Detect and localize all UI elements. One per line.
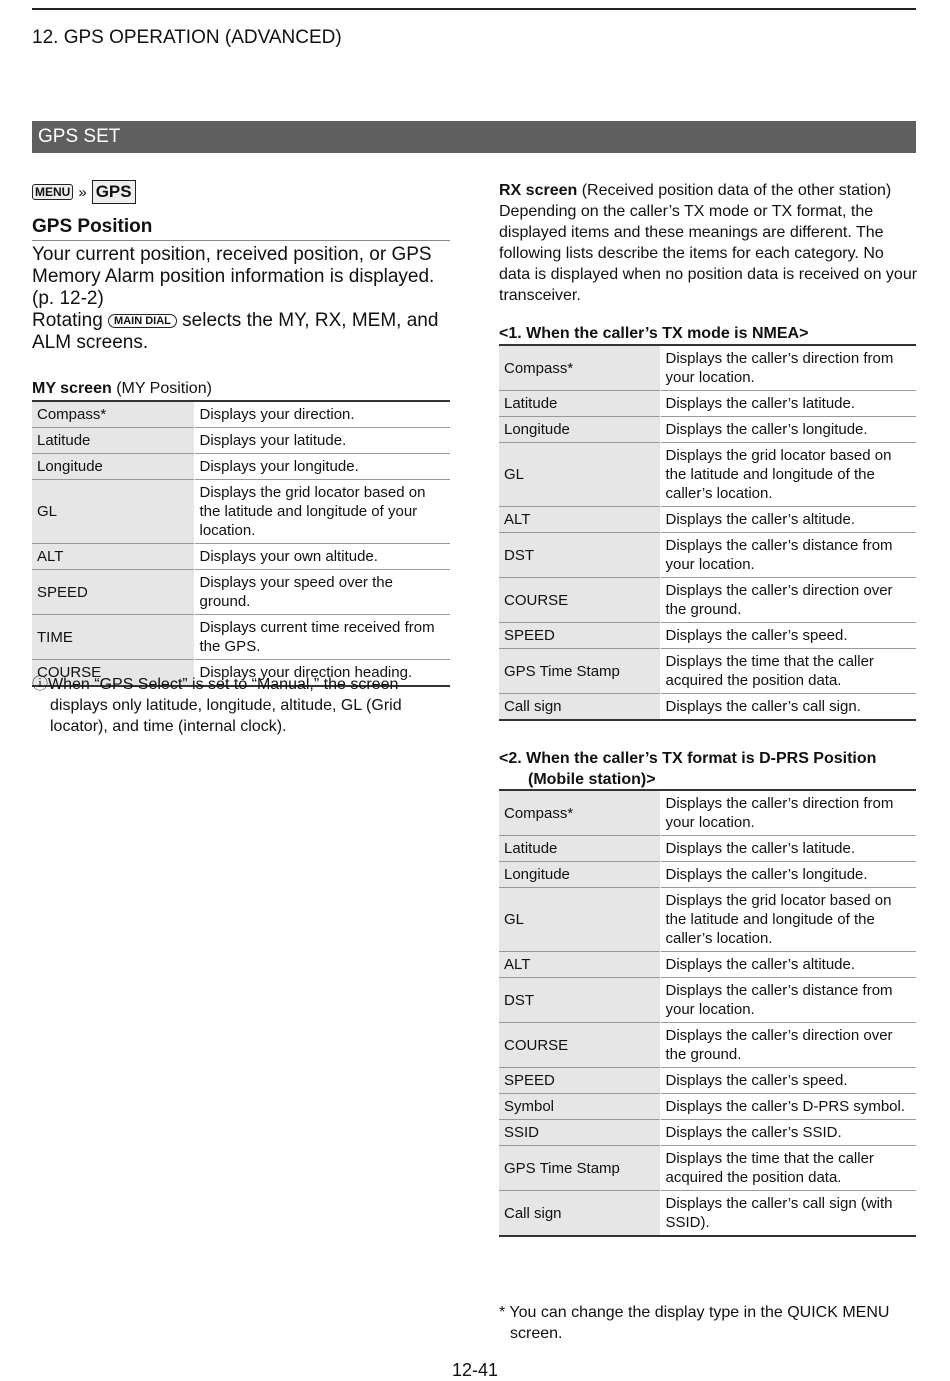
intro-paragraph-dial [32, 310, 457, 354]
table-row [499, 443, 916, 507]
item-name: Compass* [32, 401, 194, 428]
item-description: Displays the caller’s altitude. [660, 507, 916, 533]
item-name: COURSE [499, 1023, 660, 1068]
item-description: Displays the caller’s D-PRS symbol. [660, 1094, 916, 1120]
item-name: GL [499, 443, 660, 507]
item-description: Displays the caller’s speed. [660, 1068, 916, 1094]
item-description: Displays your direction. [199, 406, 355, 423]
item-description: Displays the caller’s direction over the ground. [660, 1023, 916, 1068]
table-row [32, 480, 450, 544]
rx-title-rest: (Received position data of the other station) [577, 182, 892, 199]
item-description: Displays your own altitude. [194, 544, 450, 570]
item-name: Latitude [499, 836, 660, 862]
path-separator: » [78, 183, 87, 201]
dprs-heading: <2. When the caller’s TX format is D-PRS Position (Mobile station)> [499, 750, 877, 788]
item-name: SPEED [499, 1068, 660, 1094]
table-row [32, 428, 450, 454]
item-name: Longitude [32, 454, 194, 480]
item-name: ALT [32, 544, 194, 570]
item-name: TIME [32, 615, 194, 660]
table-row [499, 978, 916, 1023]
item-description: Displays the caller’s latitude. [660, 391, 916, 417]
rx-screen-intro [499, 180, 919, 306]
item-name: Compass* [499, 345, 660, 391]
section-heading: GPS Position [32, 216, 450, 241]
menu-path [32, 180, 136, 204]
item-name: Call sign [499, 1191, 660, 1237]
table-row [499, 417, 916, 443]
table-row [499, 578, 916, 623]
item-name: COURSE [32, 660, 194, 687]
item-description: Displays your longitude. [194, 454, 450, 480]
item-description: Displays the caller’s longitude. [660, 862, 916, 888]
item-name: DST [499, 978, 660, 1023]
item-name: ALT [499, 952, 660, 978]
item-name: Symbol [499, 1094, 660, 1120]
my-screen-title [32, 380, 212, 398]
item-name: Compass* [499, 790, 660, 836]
item-name: Call sign [499, 694, 660, 721]
table-row [499, 507, 916, 533]
table-row [499, 888, 916, 952]
item-description: Displays the caller’s direction from your location. [665, 795, 894, 831]
item-description: Displays the time that the caller acquired the position data. [660, 1146, 916, 1191]
table-row [499, 836, 916, 862]
table-row [499, 1191, 916, 1237]
item-description: Displays the caller’s latitude. [660, 836, 916, 862]
table-row [499, 623, 916, 649]
item-description: Displays your direction heading. [194, 660, 450, 687]
table-row [499, 391, 916, 417]
footnote: * You can change the display type in the QUICK MENU screen. [499, 1304, 890, 1342]
table-row [499, 1023, 916, 1068]
title-bold: MY screen [32, 380, 112, 397]
item-description: Displays the caller’s distance from your location. [660, 533, 916, 578]
table-row [32, 615, 450, 660]
item-description: Displays the grid locator based on the latitude and longitude of your location. [194, 480, 450, 544]
item-name: SPEED [32, 570, 194, 615]
item-name: Longitude [499, 862, 660, 888]
table-row [32, 401, 450, 428]
item-description: Displays the grid locator based on the latitude and longitude of the caller’s location. [660, 888, 916, 952]
item-name: SSID [499, 1120, 660, 1146]
intro-text [32, 244, 457, 354]
rx-description: Depending on the caller’s TX mode or TX format, the displayed items and these meanings are different. The following lists describe the items for each category. No data is displayed when no position data is received on your transceiver. [499, 203, 918, 304]
item-name: ALT [499, 507, 660, 533]
item-name: GL [499, 888, 660, 952]
info-note: ⓘWhen “GPS Select” is set to “Manual,” the screen displays only latitude, longitude, altitude, GL (Grid locator), and time (internal clock). [32, 676, 402, 735]
item-name: GPS Time Stamp [499, 649, 660, 694]
text: selects the MY, RX, MEM, and ALM screens. [32, 310, 439, 354]
item-name: GL [32, 480, 194, 544]
table-row [499, 649, 916, 694]
rx-title-bold: RX screen [499, 182, 578, 199]
table-row [32, 544, 450, 570]
dprs-table [499, 789, 916, 1237]
item-name: Latitude [32, 428, 194, 454]
table-row [499, 1120, 916, 1146]
table-row [499, 694, 916, 721]
item-description: Displays the caller’s longitude. [660, 417, 916, 443]
table-row [32, 570, 450, 615]
table-row [499, 1146, 916, 1191]
item-description: Displays your speed over the ground. [194, 570, 450, 615]
item-description: Displays the caller’s SSID. [660, 1120, 916, 1146]
table-row [499, 533, 916, 578]
table-row [499, 952, 916, 978]
intro-paragraph: Your current position, received position, or GPS Memory Alarm position information is displayed. (p. 12-2) [32, 244, 435, 309]
gps-key: GPS [92, 180, 136, 204]
table-row [499, 1068, 916, 1094]
title-rest: (MY Position) [111, 380, 212, 397]
item-name: DST [499, 533, 660, 578]
menu-key: MENU [32, 184, 73, 200]
item-name: Latitude [499, 391, 660, 417]
table-row [499, 1094, 916, 1120]
main-dial-key: MAIN DIAL [108, 314, 177, 328]
section-bar: GPS SET [32, 121, 916, 153]
item-name: COURSE [499, 578, 660, 623]
item-description: Displays the caller’s call sign. [660, 694, 916, 721]
item-name: GPS Time Stamp [499, 1146, 660, 1191]
item-description: Displays the caller’s altitude. [660, 952, 916, 978]
nmea-table [499, 344, 916, 721]
chapter-title: 12. GPS OPERATION (ADVANCED) [32, 27, 342, 48]
table-row [499, 345, 916, 391]
nmea-heading: <1. When the caller’s TX mode is NMEA> [499, 325, 809, 342]
table-row [499, 790, 916, 836]
item-name: Longitude [499, 417, 660, 443]
item-description: Displays the caller’s distance from your location. [660, 978, 916, 1023]
item-description: Displays the caller’s call sign (with SSID). [660, 1191, 916, 1237]
table-row [499, 862, 916, 888]
item-description: Displays current time received from the GPS. [194, 615, 450, 660]
top-rule [32, 8, 916, 10]
item-description: Displays the grid locator based on the latitude and longitude of the caller’s location. [660, 443, 916, 507]
item-description: Displays your latitude. [194, 428, 450, 454]
my-screen-table [32, 400, 450, 687]
item-name: SPEED [499, 623, 660, 649]
page-number: 12-41 [451, 1360, 499, 1380]
item-description: Displays the caller’s direction over the ground. [660, 578, 916, 623]
item-description: Displays the caller’s speed. [660, 623, 916, 649]
item-description: Displays the time that the caller acquired the position data. [660, 649, 916, 694]
text: Rotating [32, 310, 109, 332]
table-row [32, 454, 450, 480]
item-description: Displays the caller’s direction from your location. [665, 350, 894, 386]
